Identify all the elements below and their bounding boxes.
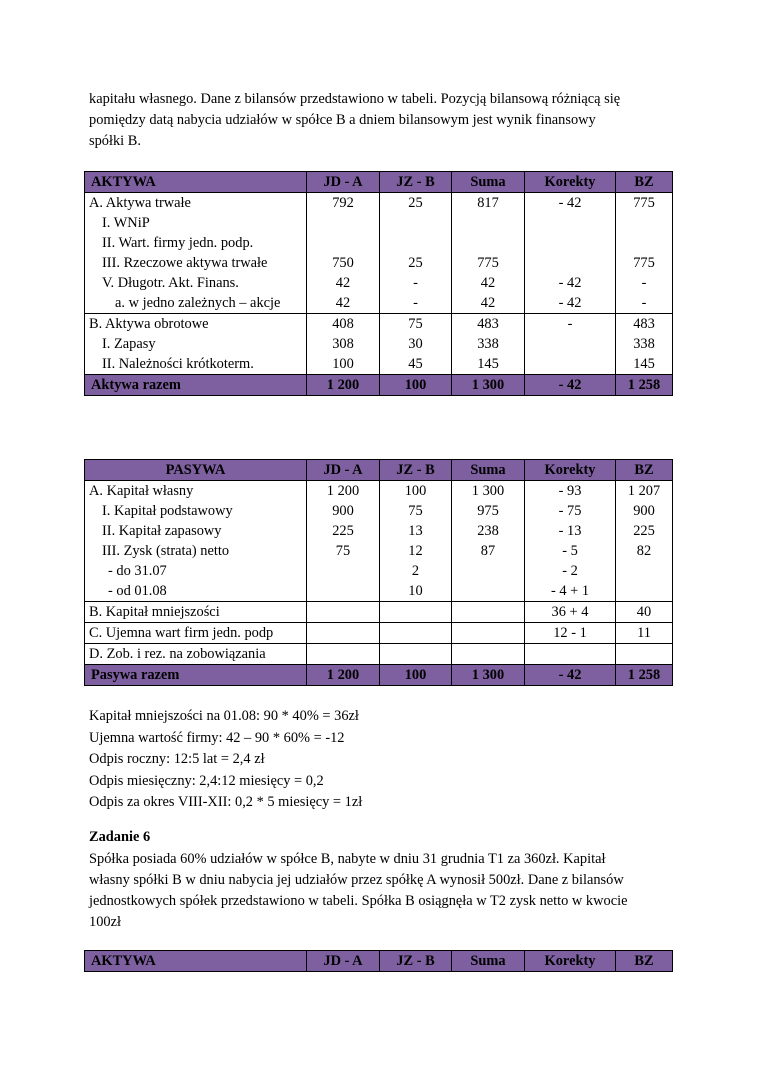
header-cell: BZ <box>616 951 673 972</box>
cell: 1 300 <box>452 481 525 502</box>
header-cell: JZ - B <box>380 951 452 972</box>
table-row <box>85 193 673 214</box>
table-row <box>85 334 673 354</box>
table-row <box>85 521 673 541</box>
cell: - 42 <box>525 293 616 314</box>
table-row <box>85 644 673 665</box>
header-cell: JZ - B <box>380 460 452 481</box>
header-cell: BZ <box>616 172 673 193</box>
cell: 338 <box>452 334 525 354</box>
header-cell: Korekty <box>525 172 616 193</box>
cell: 30 <box>380 334 452 354</box>
row-label: B. Aktywa obrotowe <box>85 314 307 335</box>
cell <box>380 644 452 665</box>
cell: 82 <box>616 541 673 561</box>
row-label: - do 31.07 <box>85 561 307 581</box>
cell: 750 <box>307 253 380 273</box>
cell <box>307 581 380 602</box>
table-row <box>85 481 673 502</box>
cell <box>525 334 616 354</box>
header-cell: JD - A <box>307 460 380 481</box>
table-row <box>85 273 673 293</box>
cell: 238 <box>452 521 525 541</box>
header-cell: Suma <box>452 172 525 193</box>
task-line: jednostkowych spółek przedstawiono w tabeli. Spółka B osiągnęła w T2 zysk netto w kwocie <box>89 893 628 909</box>
cell <box>616 644 673 665</box>
task-line: Spółka posiada 60% udziałów w spółce B, nabyte w dniu 31 grudnia T1 za 360zł. Kapitał <box>89 851 606 867</box>
cell: 100 <box>380 481 452 502</box>
cell: 775 <box>616 193 673 214</box>
row-label: A. Aktywa trwałe <box>85 193 307 214</box>
cell: 25 <box>380 253 452 273</box>
header-cell: JZ - B <box>380 172 452 193</box>
cell: 45 <box>380 354 452 375</box>
cell: 12 <box>380 541 452 561</box>
calculation-line: Odpis za okres VIII-XII: 0,2 * 5 miesięcy = 1zł <box>89 794 363 810</box>
row-label: V. Długotr. Akt. Finans. <box>85 273 307 293</box>
calculation-line: Ujemna wartość firmy: 42 – 90 * 60% = -12 <box>89 729 345 746</box>
cell: 817 <box>452 193 525 214</box>
cell: 11 <box>616 623 673 644</box>
cell: 75 <box>380 501 452 521</box>
cell <box>452 213 525 233</box>
row-label: I. Kapitał podstawowy <box>85 501 307 521</box>
row-label: a. w jedno zależnych – akcje <box>85 293 307 314</box>
header-cell: Korekty <box>525 951 616 972</box>
cell <box>616 581 673 602</box>
row-label: II. Należności krótkoterm. <box>85 354 307 375</box>
cell: - <box>616 273 673 293</box>
cell: 1 200 <box>307 481 380 502</box>
cell <box>452 561 525 581</box>
cell <box>307 561 380 581</box>
cell: - 75 <box>525 501 616 521</box>
header-cell: PASYWA <box>85 460 307 481</box>
pasywa-table <box>84 459 673 686</box>
cell <box>616 233 673 253</box>
header-cell: Suma <box>452 460 525 481</box>
cell: 25 <box>380 193 452 214</box>
cell <box>616 561 673 581</box>
header-cell: AKTYWA <box>85 951 307 972</box>
cell: - <box>380 273 452 293</box>
cell: 12 - 1 <box>525 623 616 644</box>
cell <box>525 233 616 253</box>
calculation-notes <box>89 706 362 814</box>
total-cell: 1 258 <box>616 375 673 396</box>
cell <box>525 644 616 665</box>
table-total-row <box>85 375 673 396</box>
cell: - 2 <box>525 561 616 581</box>
total-cell: 1 200 <box>307 375 380 396</box>
cell <box>380 213 452 233</box>
cell: 483 <box>452 314 525 335</box>
cell: 900 <box>307 501 380 521</box>
row-label: A. Kapitał własny <box>85 481 307 502</box>
header-cell: JD - A <box>307 172 380 193</box>
cell: 2 <box>380 561 452 581</box>
cell: 42 <box>452 273 525 293</box>
table-row <box>85 581 673 602</box>
row-label: III. Rzeczowe aktywa trwałe <box>85 253 307 273</box>
table-row <box>85 213 673 233</box>
cell <box>525 253 616 273</box>
cell <box>380 602 452 623</box>
intro-line: kapitału własnego. Dane z bilansów przedstawiono w tabeli. Pozycją bilansową różniącą się <box>89 91 621 107</box>
cell: - 13 <box>525 521 616 541</box>
table-header-row <box>85 951 673 972</box>
cell: 408 <box>307 314 380 335</box>
row-label: D. Zob. i rez. na zobowiązania <box>85 644 307 665</box>
table-row <box>85 233 673 253</box>
cell: - 42 <box>525 193 616 214</box>
cell <box>452 644 525 665</box>
aktywa-table <box>84 171 673 396</box>
header-cell: AKTYWA <box>85 172 307 193</box>
calculation-line: Odpis roczny: 12:5 lat = 2,4 zł <box>89 751 265 767</box>
cell <box>307 213 380 233</box>
cell <box>525 354 616 375</box>
cell: 225 <box>616 521 673 541</box>
cell: - 4 + 1 <box>525 581 616 602</box>
cell: - 93 <box>525 481 616 502</box>
cell: 975 <box>452 501 525 521</box>
cell: 145 <box>452 354 525 375</box>
cell <box>452 623 525 644</box>
table-row <box>85 354 673 375</box>
cell: 792 <box>307 193 380 214</box>
row-label: II. Kapitał zapasowy <box>85 521 307 541</box>
task-line: 100zł <box>89 914 121 930</box>
cell <box>452 602 525 623</box>
total-cell: 100 <box>380 665 452 686</box>
cell <box>452 233 525 253</box>
total-cell: 100 <box>380 375 452 396</box>
total-cell: - 42 <box>525 375 616 396</box>
cell: - <box>380 293 452 314</box>
cell: 1 207 <box>616 481 673 502</box>
cell: 338 <box>616 334 673 354</box>
cell: 40 <box>616 602 673 623</box>
intro-line: pomiędzy datą nabycia udziałów w spółce B a dniem bilansowym jest wynik finansowy <box>89 112 596 128</box>
cell <box>307 644 380 665</box>
calculation-line: Odpis miesięczny: 2,4:12 miesięcy = 0,2 <box>89 772 324 789</box>
table-row <box>85 253 673 273</box>
cell: 483 <box>616 314 673 335</box>
cell: 42 <box>307 293 380 314</box>
cell: 775 <box>616 253 673 273</box>
cell: 775 <box>452 253 525 273</box>
cell: 225 <box>307 521 380 541</box>
intro-paragraph <box>89 89 679 152</box>
task-paragraph <box>89 849 679 933</box>
task-line: własny spółki B w dniu nabycia jej udziałów przez spółkę A wynosił 500zł. Dane z bilansów <box>89 872 624 888</box>
header-cell: Korekty <box>525 460 616 481</box>
header-cell: JD - A <box>307 951 380 972</box>
task-heading: Zadanie 6 <box>89 829 151 845</box>
row-label: II. Wart. firmy jedn. podp. <box>85 233 307 253</box>
table-row <box>85 602 673 623</box>
table-row <box>85 293 673 314</box>
header-cell: BZ <box>616 460 673 481</box>
row-label: C. Ujemna wart firm jedn. podp <box>85 623 307 644</box>
cell: 13 <box>380 521 452 541</box>
cell <box>525 213 616 233</box>
cell <box>307 602 380 623</box>
cell: 42 <box>452 293 525 314</box>
cell: - 5 <box>525 541 616 561</box>
total-cell: - 42 <box>525 665 616 686</box>
cell: 900 <box>616 501 673 521</box>
cell: 75 <box>380 314 452 335</box>
row-label: - od 01.08 <box>85 581 307 602</box>
cell: - <box>616 293 673 314</box>
total-cell: 1 200 <box>307 665 380 686</box>
cell: 36 + 4 <box>525 602 616 623</box>
aktywa-table-2 <box>84 950 673 972</box>
cell <box>616 213 673 233</box>
cell <box>307 623 380 644</box>
table-header-row <box>85 460 673 481</box>
cell: - 42 <box>525 273 616 293</box>
calculation-line: Kapitał mniejszości na 01.08: 90 * 40% = 36zł <box>89 708 359 724</box>
total-label: Pasywa razem <box>85 665 307 686</box>
cell <box>380 233 452 253</box>
row-label: I. WNiP <box>85 213 307 233</box>
total-cell: 1 300 <box>452 665 525 686</box>
cell <box>380 623 452 644</box>
cell <box>452 581 525 602</box>
table-header-row <box>85 172 673 193</box>
cell: 145 <box>616 354 673 375</box>
table-total-row <box>85 665 673 686</box>
row-label: B. Kapitał mniejszości <box>85 602 307 623</box>
intro-line: spółki B. <box>89 133 141 149</box>
total-cell: 1 258 <box>616 665 673 686</box>
table-row <box>85 501 673 521</box>
cell: 75 <box>307 541 380 561</box>
total-cell: 1 300 <box>452 375 525 396</box>
cell <box>307 233 380 253</box>
cell: 100 <box>307 354 380 375</box>
table-row <box>85 561 673 581</box>
cell: 87 <box>452 541 525 561</box>
header-cell: Suma <box>452 951 525 972</box>
cell: 10 <box>380 581 452 602</box>
row-label: I. Zapasy <box>85 334 307 354</box>
table-row <box>85 314 673 335</box>
table-row <box>85 541 673 561</box>
cell: 308 <box>307 334 380 354</box>
cell: 42 <box>307 273 380 293</box>
total-label: Aktywa razem <box>85 375 307 396</box>
row-label: III. Zysk (strata) netto <box>85 541 307 561</box>
cell: - <box>525 314 616 335</box>
table-row <box>85 623 673 644</box>
